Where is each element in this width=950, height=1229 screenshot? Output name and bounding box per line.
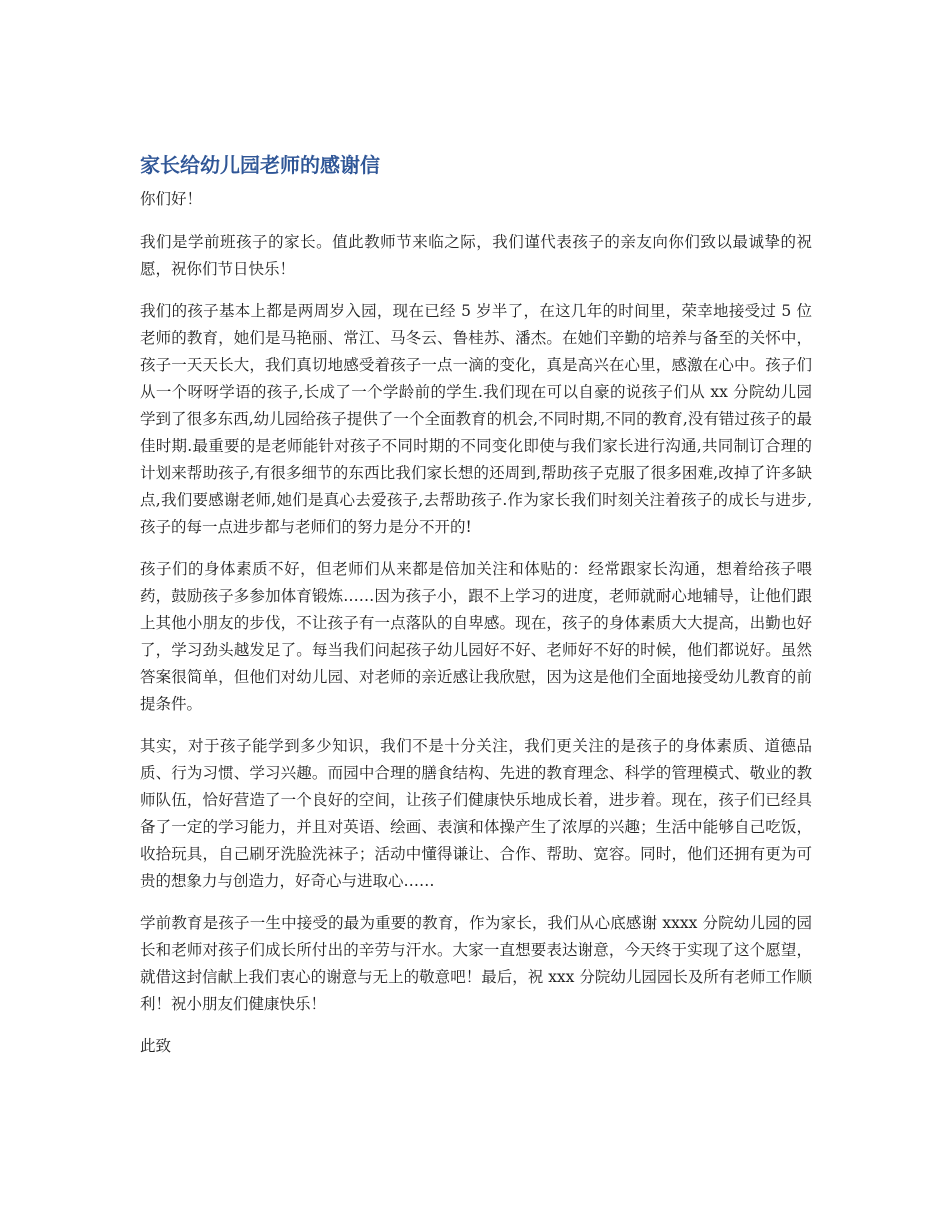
- paragraph-2: 我们的孩子基本上都是两周岁入园，现在已经 5 岁半了，在这几年的时间里，荣幸地接受过 5 位老师的教育，她们是马艳丽、常江、马冬云、鲁桂苏、潘杰。在她们辛勤的培养与备至的关怀中，孩子一天天长大，我们真切地感受着孩子一点一滴的变化，真是高兴在心里，感激在心中。孩子们从一个呀呀学语的孩子,长成了一个学龄前的学生.我们现在可以自豪的说孩子们从 xx 分院幼儿园学到了很多东西,幼儿园给孩子提供了一个全面教育的机会,不同时期,不同的教育,没有错过孩子的最佳时期.最重要的是老师能针对孩子不同时期的不同变化即使与我们家长进行沟通,共同制订合理的计划来帮助孩子,有很多细节的东西比我们家长想的还周到,帮助孩子克服了很多困难,改掉了许多缺点,我们要感谢老师,她们是真心去爱孩子,去帮助孩子.作为家长我们时刻关注着孩子的成长与进步,孩子的每一点进步都与老师们的努力是分不开的!: [140, 302, 812, 536]
- paragraph-1: 我们是学前班孩子的家长。值此教师节来临之际，我们谨代表孩子的亲友向你们致以最诚挚的祝愿，祝你们节日快乐！: [140, 233, 812, 278]
- greeting: 你们好！: [140, 190, 203, 208]
- document-title: 家长给幼儿园老师的感谢信: [140, 153, 380, 177]
- paragraph-5: 学前教育是孩子一生中接受的最为重要的教育，作为家长，我们从心底感谢 xxxx 分院幼儿园的园长和老师对孩子们成长所付出的辛劳与汗水。大家一直想要表达谢意，今天终于实现了这个愿望，就借这封信献上我们衷心的谢意与无上的敬意吧！最后，祝 xxx 分院幼儿园园长及所有老师工作顺利！祝小朋友们健康快乐！: [140, 914, 812, 1013]
- closing: 此致: [140, 1037, 172, 1055]
- letter-page: [140, 150, 812, 1060]
- paragraph-3: 孩子们的身体素质不好，但老师们从来都是倍加关注和体贴的：经常跟家长沟通，想着给孩子喂药，鼓励孩子多参加体育锻炼……因为孩子小，跟不上学习的进度，老师就耐心地辅导，让他们跟上其他小朋友的步伐，不让孩子有一点落队的自卑感。现在，孩子的身体素质大大提高，出勤也好了，学习劲头越发足了。每当我们问起孩子幼儿园好不好、老师好不好的时候，他们都说好。虽然答案很简单，但他们对幼儿园、对老师的亲近感让我欣慰，因为这是他们全面地接受幼儿教育的前提条件。: [140, 560, 812, 713]
- paragraph-4: 其实，对于孩子能学到多少知识，我们不是十分关注，我们更关注的是孩子的身体素质、道德品质、行为习惯、学习兴趣。而园中合理的膳食结构、先进的教育理念、科学的管理模式、敬业的教师队伍，恰好营造了一个良好的空间，让孩子们健康快乐地成长着，进步着。现在，孩子们已经具备了一定的学习能力，并且对英语、绘画、表演和体操产生了浓厚的兴趣；生活中能够自己吃饭，收拾玩具，自己刷牙洗脸洗袜子；活动中懂得谦让、合作、帮助、宽容。同时，他们还拥有更为可贵的想象力与创造力，好奇心与进取心……: [140, 737, 812, 890]
